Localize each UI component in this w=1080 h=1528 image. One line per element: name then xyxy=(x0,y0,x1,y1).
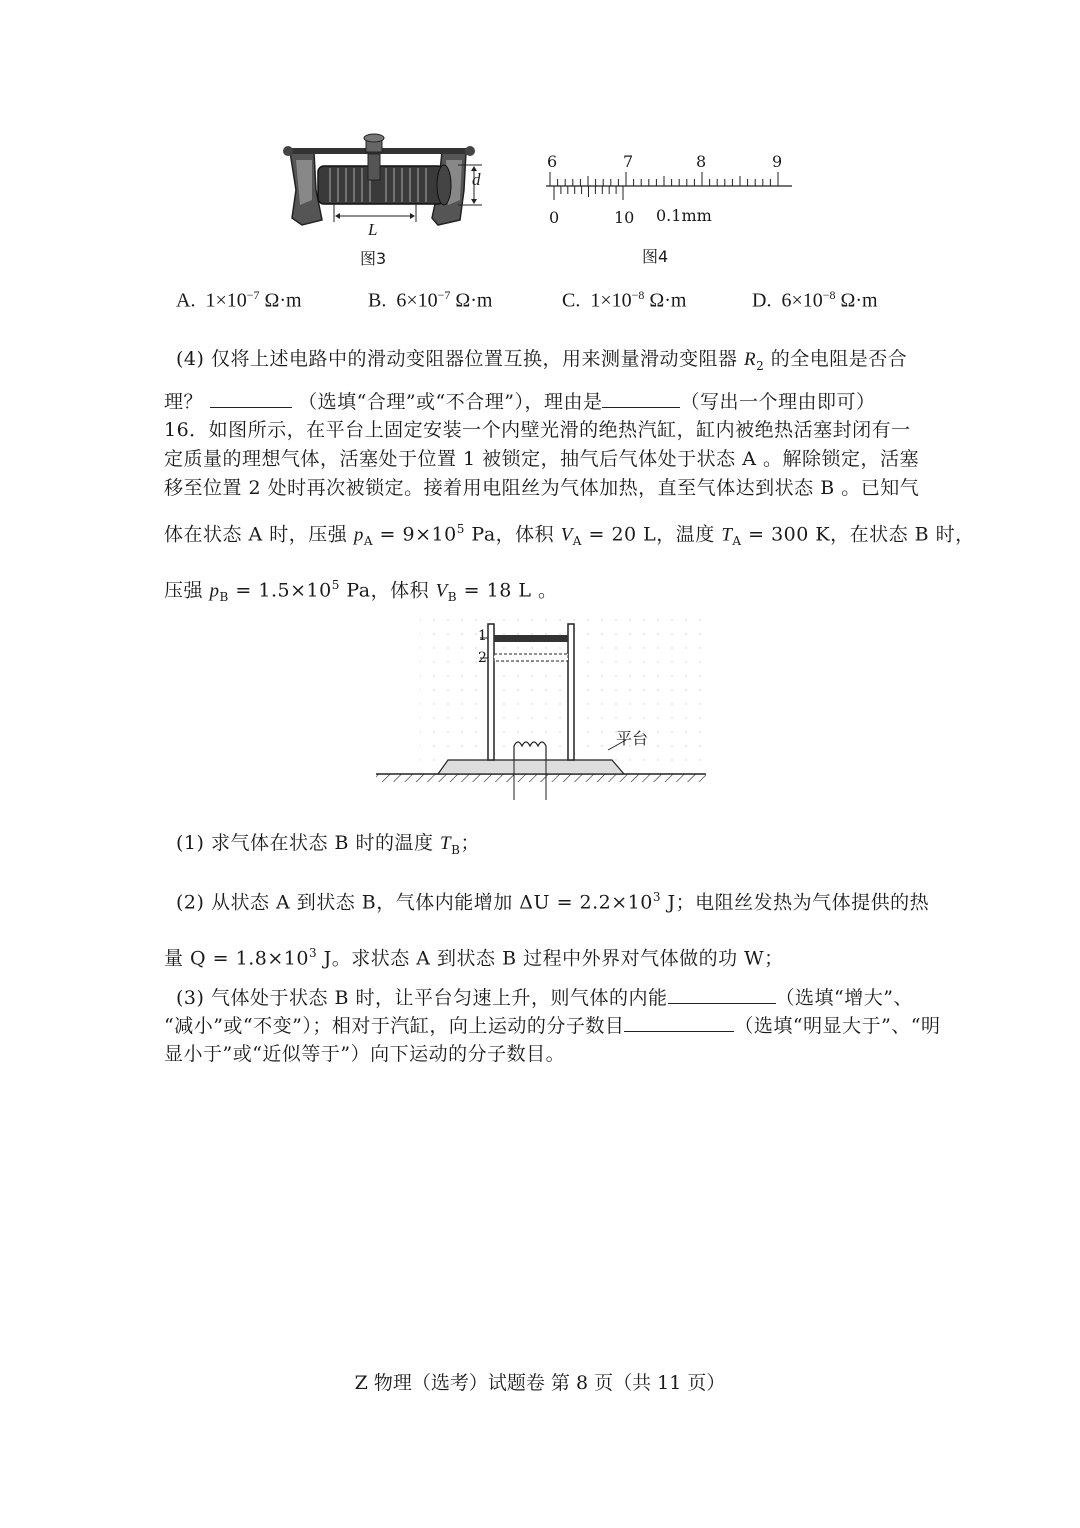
cylinder-diagram xyxy=(376,618,706,800)
sub-q3-line-3: 显小于”或“近似等于”）向下运动的分子数目。 xyxy=(164,1043,566,1065)
option-d[interactable]: D. $6\times 10^{-8}$ Ω·m xyxy=(752,288,878,312)
q4-line-1: (4) 仅将上述电路中的滑动变阻器位置互换，用来测量滑动变阻器 $R_2$ 的全电阻是否合 xyxy=(176,348,908,373)
figure-3-caption: 图3 xyxy=(360,249,387,268)
option-b[interactable]: B. $6\times 10^{-7}$ Ω·m xyxy=(368,288,493,312)
sub-q2-line-1: (2) 从状态 A 到状态 B，气体内能增加 $\Delta U = 2.2\times 10^3$ J；电阻丝发热为气体提供的热 xyxy=(176,890,930,914)
position-2-label: 2 xyxy=(478,650,487,666)
dimension-label-d: d xyxy=(472,170,481,189)
main-scale-label-6: 6 xyxy=(547,152,558,171)
option-c[interactable]: C. $1\times 10^{-8}$ Ω·m xyxy=(562,288,687,312)
rheostat-illustration xyxy=(282,130,492,240)
q16-line-3: 移至位置 2 处时再次被锁定。接着用电阻丝为气体加热，直至气体达到状态 B 。已知气 xyxy=(164,477,920,499)
main-scale-label-8: 8 xyxy=(696,152,707,171)
position-1-label: 1 xyxy=(478,628,487,644)
figure-4 xyxy=(540,150,800,230)
precision-label: 0.1mm xyxy=(656,206,712,225)
dimension-label-L: L xyxy=(368,220,378,239)
sub-q1: (1) 求气体在状态 B 时的温度 $T_B$； xyxy=(176,832,480,857)
q16-line-2: 定质量的理想气体，活塞处于位置 1 被锁定，抽气后气体处于状态 A 。解除锁定，活塞 xyxy=(164,448,919,470)
figure-3 xyxy=(282,130,492,250)
answer-blank-internal-energy[interactable] xyxy=(668,985,776,1004)
sub-q3-line-2: “减小”或“不变”）；相对于汽缸，向上运动的分子数目 （选填“明显大于”、“明 xyxy=(164,1015,941,1037)
q16-line-5: 压强 $p_B = 1.5\times 10^5$ Pa，体积 $V_B = 18$ L 。 xyxy=(164,578,558,605)
main-scale-label-9: 9 xyxy=(772,152,783,171)
q16-line-4: 体在状态 A 时，压强 $p_A = 9\times 10^5$ Pa，体积 $V_A = 20$ L，温度 $T_A = 300$ K，在状态 B 时， xyxy=(164,522,975,549)
figure-4-caption: 图4 xyxy=(642,247,669,266)
sub-q3-line-1: (3) 气体处于状态 B 时，让平台匀速上升，则气体的内能 （选填“增大”、 xyxy=(176,987,913,1009)
answer-blank-reason[interactable] xyxy=(602,389,680,408)
answer-blank-molecule-count[interactable] xyxy=(624,1013,734,1032)
q4-line-2: 理？ （选填“合理”或“不合理”），理由是 （写出一个理由即可） xyxy=(164,391,876,413)
page-footer: Z 物理（选考）试题卷 第 8 页（共 11 页） xyxy=(354,1372,726,1394)
cylinder-figure xyxy=(376,618,706,800)
answer-blank-reasonable[interactable] xyxy=(210,389,292,408)
vernier-label-10: 10 xyxy=(614,208,635,227)
main-scale-label-7: 7 xyxy=(623,152,634,171)
vernier-label-0: 0 xyxy=(549,208,560,227)
platform-label: 平台 xyxy=(616,729,649,748)
sub-q2-line-2: 量 $Q = 1.8\times 10^3$ J。求状态 A 到状态 B 过程中外界对气体做的功 W； xyxy=(164,946,784,970)
q16-line-1: 16．如图所示，在平台上固定安装一个内壁光滑的绝热汽缸，缸内被绝热活塞封闭有一 xyxy=(164,419,911,441)
option-a[interactable]: A. $1\times 10^{-7}$ Ω·m xyxy=(176,288,302,312)
